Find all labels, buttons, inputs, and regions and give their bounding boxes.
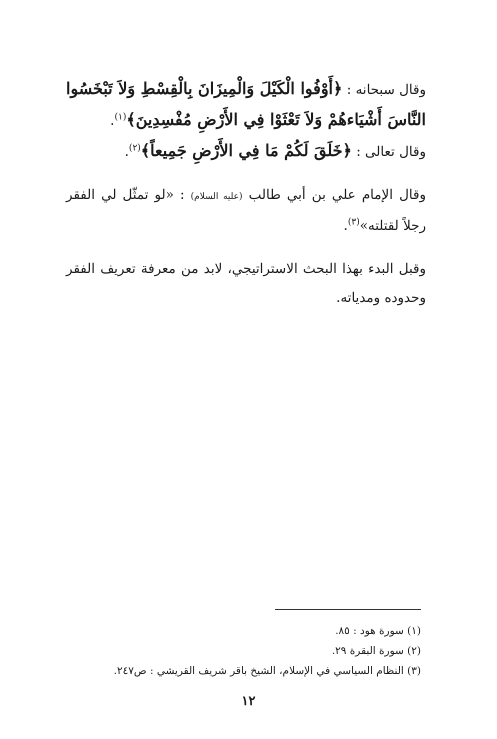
page-number: ١٢ xyxy=(241,694,256,709)
quote: : «لو تمثّل لي الفقر رجلاً لقتلته» xyxy=(66,187,426,234)
paragraph-imam-ali-quote xyxy=(66,181,426,241)
paragraph-verse-hud xyxy=(66,74,426,136)
footnote-divider xyxy=(275,609,421,610)
main-text xyxy=(66,74,426,313)
footnote-3: (٣) النظام السياسي في الإسلام، الشيخ باقر شريف القريشي : ص٢٤٧. xyxy=(113,665,421,677)
quran-verse: ﴿خَلَقَ لَكُمْ مَا فِي الأَرْضِ جَمِيعاً﴾ xyxy=(140,141,352,160)
paragraph-intro: وقال تعالى : xyxy=(351,144,426,160)
period: . xyxy=(343,218,348,234)
footnote-ref: (١) xyxy=(114,112,127,123)
footnote-2: (٢) سورة البقرة ٢٩. xyxy=(331,645,421,657)
footnote-ref: (٣) xyxy=(347,217,360,228)
footnotes xyxy=(66,621,421,681)
paragraph-verse-baqara xyxy=(66,136,426,167)
period: . xyxy=(110,113,115,129)
quran-verse: ﴿أَوْفُوا الْكَيْلَ وَالْمِيزَانَ بِالْقِسْطِ وَلاَ تَبْخَسُوا النَّاسَ أَشْيَاءهُمْ وَلاَ تَعْثَوْا فِي الأَرْضِ مُفْسِدِينَ﴾ xyxy=(66,79,426,129)
honorific: (عليه السلام) xyxy=(190,192,243,202)
period: . xyxy=(124,144,129,160)
paragraph-definition-intro xyxy=(66,255,426,313)
paragraph-text: وقبل البدء بهذا البحث الاستراتيجي، لابد من معرفة تعريف الفقر وحدوده ومدياته. xyxy=(66,261,426,306)
paragraph-intro: وقال سبحانه : xyxy=(342,82,426,98)
footnote-ref: (٢) xyxy=(128,143,141,154)
footnote-1: (١) سورة هود : ٨٥. xyxy=(335,625,421,637)
paragraph-intro: وقال الإمام علي بن أبي طالب xyxy=(242,187,426,203)
